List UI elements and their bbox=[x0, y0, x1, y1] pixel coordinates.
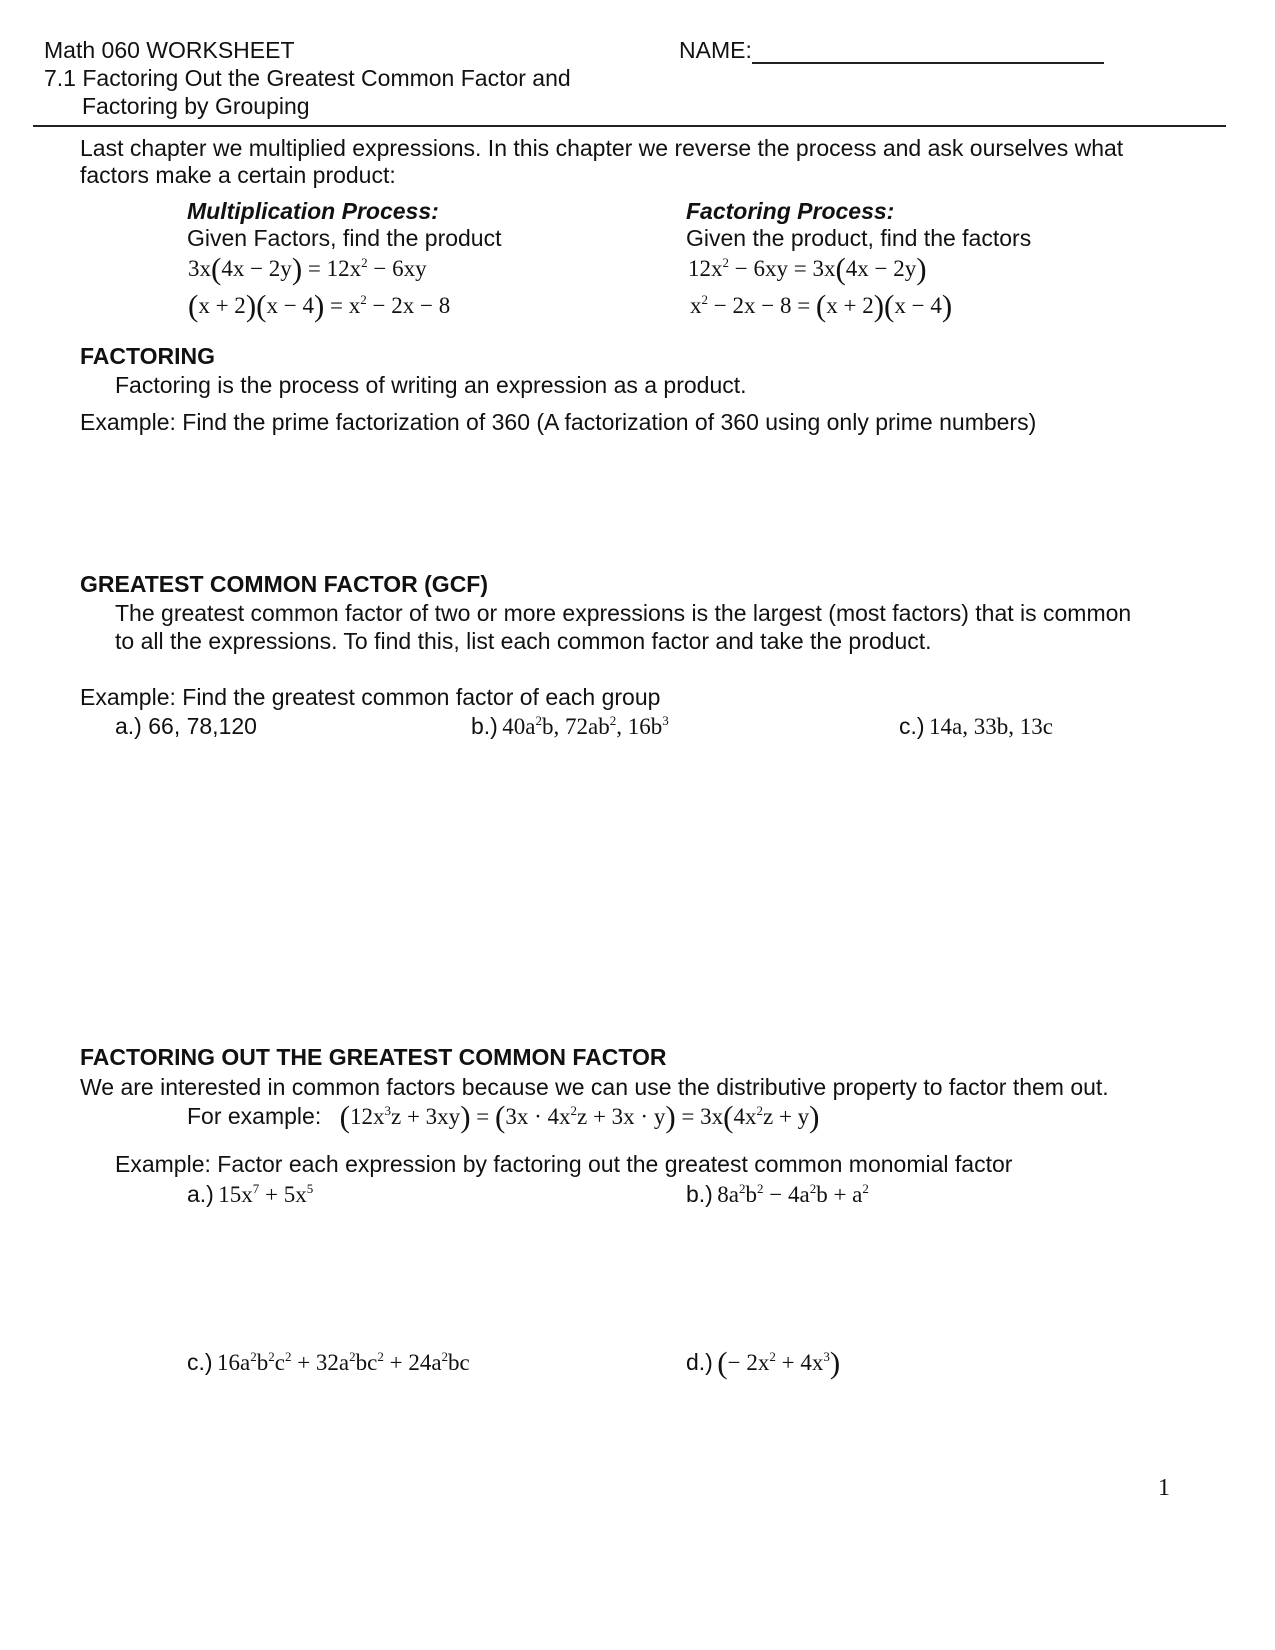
factor-problem-c bbox=[187, 1348, 470, 1380]
gcf-example: Example: Find the greatest common factor of each group bbox=[80, 684, 661, 710]
fact-equation-2: $x^2 - 2x - 8 = (x + 2)(x - 4)$ bbox=[690, 288, 953, 323]
factor-out-intro: We are interested in common factors because we can use the distributive property to factor them out. bbox=[80, 1074, 1109, 1100]
multiplication-process-desc: Given Factors, find the product bbox=[187, 225, 502, 251]
worksheet-title-line1: 7.1 Factoring Out the Greatest Common Factor and bbox=[44, 65, 571, 91]
name-blank[interactable] bbox=[752, 40, 1104, 64]
factor-problem-d-label: d.) bbox=[686, 1349, 713, 1375]
multiplication-process-title: Multiplication Process: bbox=[187, 198, 439, 224]
fact-equation-1: $12x^2 - 6xy = 3x(4x - 2y)$ bbox=[688, 251, 927, 286]
factor-out-example: Example: Factor each expression by factoring out the greatest common monomial factor bbox=[115, 1151, 1013, 1177]
gcf-problem-c-expr: 14a, 33b, 13c bbox=[929, 714, 1053, 739]
factoring-heading: FACTORING bbox=[80, 343, 216, 369]
gcf-definition-line1: The greatest common factor of two or more expressions is the largest (most factors) that is common bbox=[115, 600, 1132, 626]
factor-problem-a-expr: $15x^7 + 5x^5$ bbox=[218, 1181, 314, 1207]
factoring-process-desc: Given the product, find the factors bbox=[686, 225, 1032, 251]
factor-problem-b-label: b.) bbox=[686, 1181, 713, 1207]
header-divider bbox=[33, 125, 1226, 127]
factor-problem-a-label: a.) bbox=[187, 1181, 214, 1207]
factor-out-example-line bbox=[187, 1099, 820, 1134]
gcf-problem-b-expr: $40a^2b$, $72ab^2$, $16b^3$ bbox=[502, 713, 669, 739]
factor-problem-b bbox=[686, 1180, 869, 1212]
factoring-definition: Factoring is the process of writing an expression as a product. bbox=[115, 372, 747, 398]
factor-problem-d-expr: (− $2x^2 + 4x^3$) bbox=[717, 1345, 841, 1380]
intro-line1: Last chapter we multiplied expressions. In this chapter we reverse the process and ask ourselves what bbox=[80, 135, 1124, 161]
gcf-problem-c-label: c.) bbox=[899, 713, 925, 739]
mult-equation-2: $(x + 2)(x - 4) = x^2 - 2x - 8$ bbox=[188, 288, 451, 323]
factor-problem-a bbox=[187, 1180, 313, 1212]
name-label: NAME: bbox=[679, 37, 752, 63]
factor-problem-c-expr: $16a^2b^2c^2 + 32a^2bc^2 + 24a^2bc$ bbox=[217, 1349, 470, 1375]
name-field[interactable] bbox=[679, 36, 1104, 64]
gcf-problem-a: a.) 66, 78,120 bbox=[115, 713, 257, 739]
intro-line2: factors make a certain product: bbox=[80, 162, 396, 188]
for-example-equation: $(12x^3z + 3xy) = (3x \cdot 4x^2z + 3x \cdot y) = 3x(4x^2z + y)$ bbox=[339, 1099, 820, 1134]
mult-equation-1: $3x(4x - 2y) = 12x^2 - 6xy$ bbox=[188, 251, 427, 286]
gcf-heading: GREATEST COMMON FACTOR (GCF) bbox=[80, 571, 489, 597]
gcf-problem-c bbox=[899, 712, 1053, 741]
gcf-problem-b bbox=[471, 712, 669, 744]
factor-problem-d bbox=[686, 1345, 841, 1380]
for-example-label: For example: bbox=[187, 1103, 322, 1129]
worksheet-title-line2: Factoring by Grouping bbox=[82, 93, 310, 119]
factoring-process-title: Factoring Process: bbox=[686, 198, 895, 224]
factor-out-heading: FACTORING OUT THE GREATEST COMMON FACTOR bbox=[80, 1044, 667, 1070]
gcf-problem-b-label: b.) bbox=[471, 713, 498, 739]
factor-problem-c-label: c.) bbox=[187, 1349, 213, 1375]
page-number: 1 bbox=[1158, 1475, 1170, 1501]
gcf-definition-line2: to all the expressions. To find this, list each common factor and take the product. bbox=[115, 628, 932, 654]
worksheet-course: Math 060 WORKSHEET bbox=[44, 37, 295, 63]
factor-problem-b-expr: $8a^2b^2 - 4a^2b + a^2$ bbox=[717, 1181, 869, 1207]
factoring-example: Example: Find the prime factorization of 360 (A factorization of 360 using only prime numbers) bbox=[80, 409, 1037, 435]
